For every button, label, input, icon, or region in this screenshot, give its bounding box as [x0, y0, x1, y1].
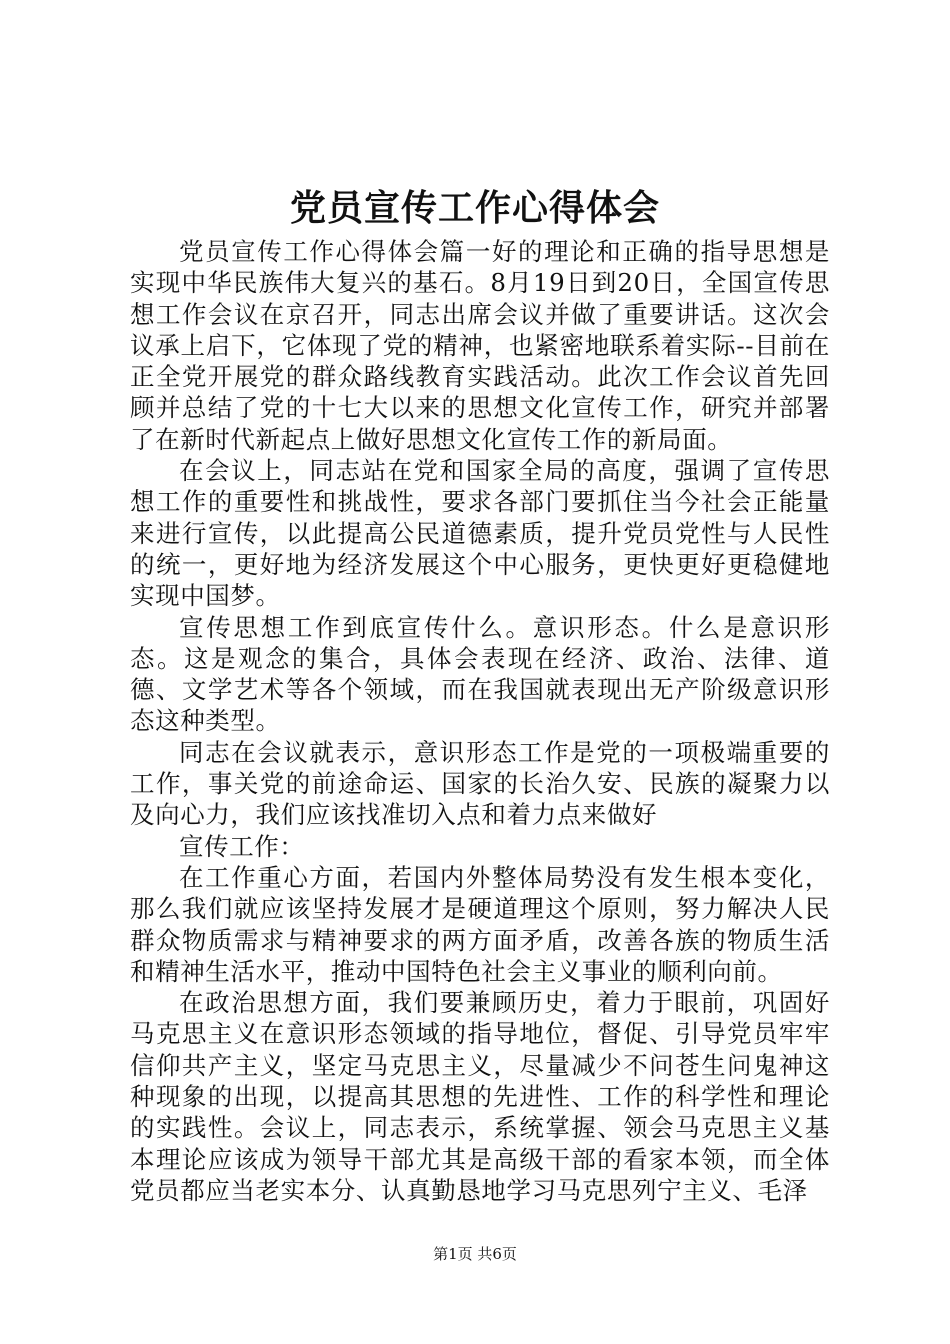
paragraph: 宣传工作： — [179, 831, 305, 861]
document-body — [130, 236, 830, 1205]
paragraph: 宣传思想工作到底宣传什么。意识形态。什么是意识形态。这是观念的集合，具体会表现在经济、政治、法律、道德、文学艺术等各个领域，而在我国就表现出无产阶级意识形态这种类型。 — [130, 612, 830, 736]
paragraph: 在会议上，同志站在党和国家全局的高度，强调了宣传思想工作的重要性和挑战性，要求各部门要抓住当今社会正能量来进行宣传，以此提高公民道德素质，提升党员党性与人民性的统一，更好地为经济发展这个中心服务，更快更好更稳健地实现中国梦。 — [130, 456, 830, 611]
paragraph: 在工作重心方面，若国内外整体局势没有发生根本变化，那么我们就应该坚持发展才是硬道理这个原则，努力解决人民群众物质需求与精神要求的两方面矛盾，改善各族的物质生活和精神生活水平，推动中国特色社会主义事业的顺利向前。 — [130, 862, 830, 986]
paragraph: 在政治思想方面，我们要兼顾历史，着力于眼前，巩固好马克思主义在意识形态领域的指导地位，督促、引导党员牢牢信仰共产主义，坚定马克思主义，尽量减少不问苍生问鬼神这种现象的出现，以提高其思想的先进性、工作的科学性和理论的实践性。会议上，同志表示，系统掌握、领会马克思主义基本理论应该成为领导干部尤其是高级干部的看家本领，而全体党员都应当老实本分、认真勤恳地学习马克思列宁主义、毛泽 — [130, 988, 830, 1205]
paragraph: 党员宣传工作心得体会篇一好的理论和正确的指导思想是实现中华民族伟大复兴的基石。8月19日到20日，全国宣传思想工作会议在京召开，同志出席会议并做了重要讲话。这次会议承上启下，它体现了党的精神，也紧密地联系着实际--目前在正全党开展党的群众路线教育实践活动。此次工作会议首先回顾并总结了党的十七大以来的思想文化宣传工作，研究并部署了在新时代新起点上做好思想文化宣传工作的新局面。 — [130, 237, 830, 454]
document-title: 党员宣传工作心得体会 — [289, 187, 660, 229]
paragraph: 同志在会议就表示，意识形态工作是党的一项极端重要的工作，事关党的前途命运、国家的长治久安、民族的凝聚力以及向心力，我们应该找准切入点和着力点来做好 — [130, 737, 830, 830]
page-number-footer: 第1页 共6页 — [433, 1245, 517, 1263]
